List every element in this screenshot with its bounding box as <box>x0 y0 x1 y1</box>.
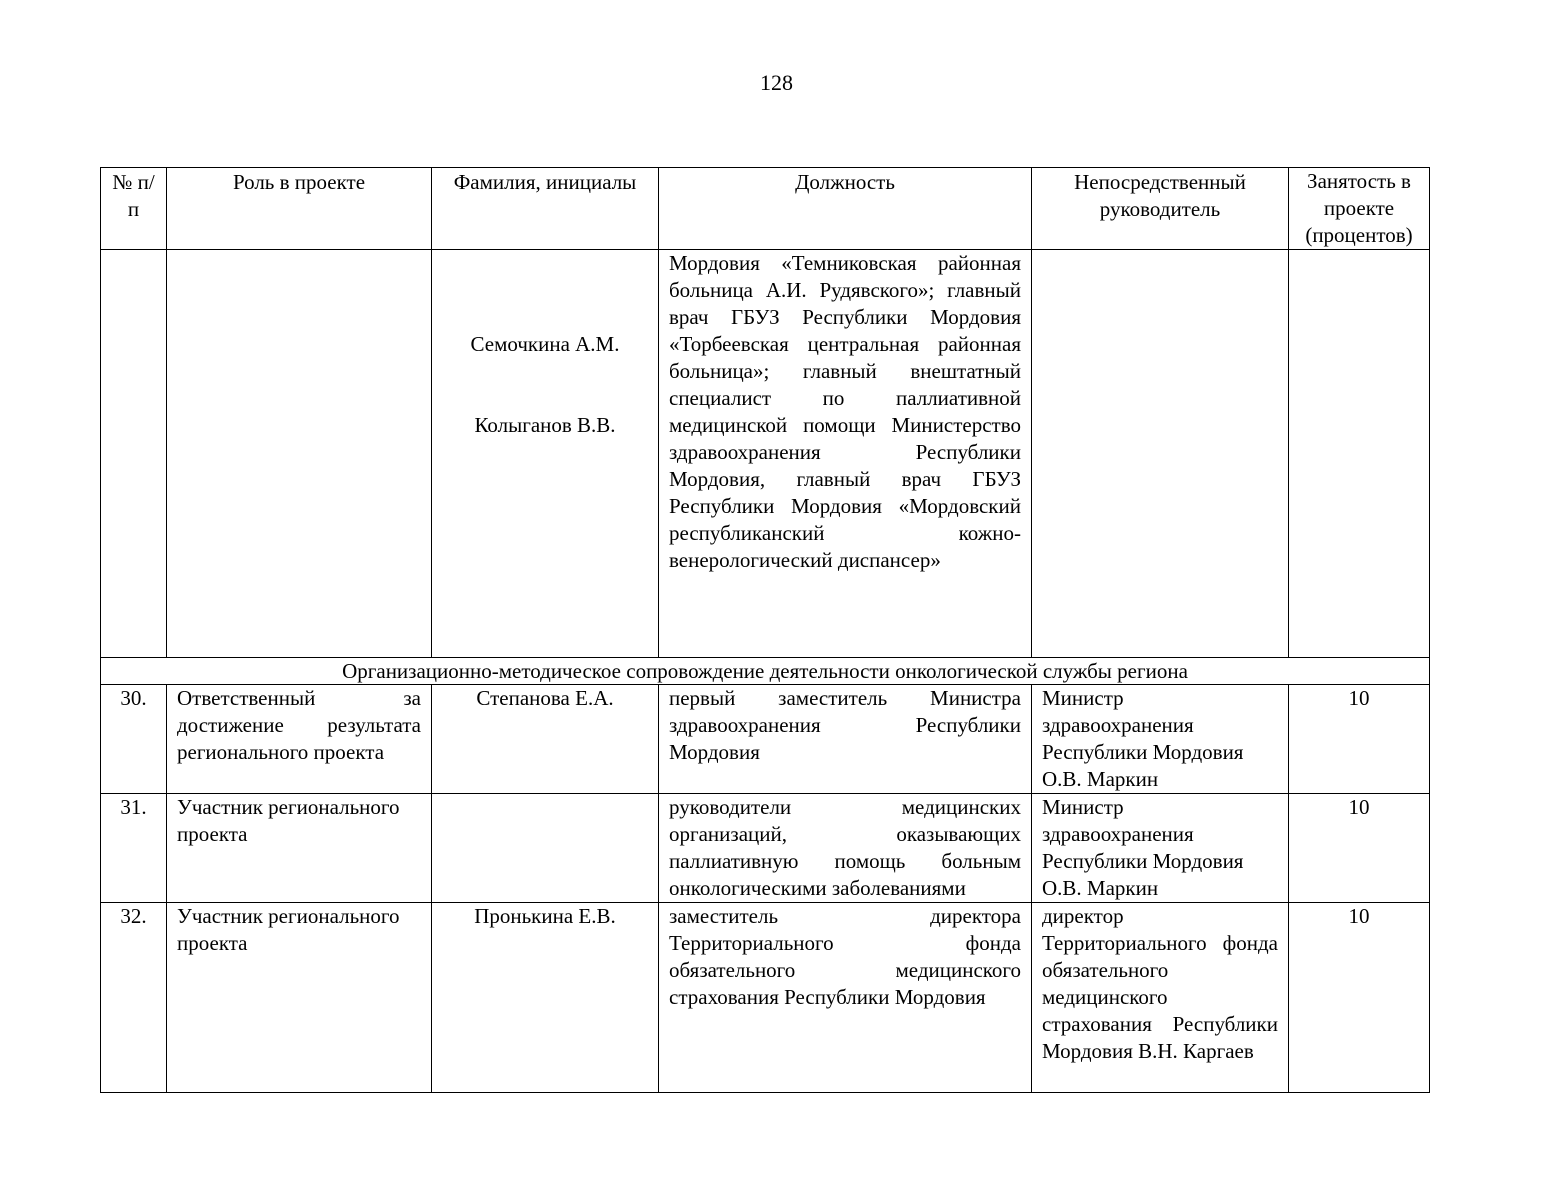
header-supervisor: Непосредственный руководитель <box>1032 168 1289 250</box>
cell-position: Мордовия «Темниковская районная больница А.И. Рудявского»; главный врач ГБУЗ Республики Мордовия «Торбеевская центральная районная больница»; главный внештатный специалист по паллиативной медицинской помощи Министерство здравоохранения Республики Мордовия, главный врач ГБУЗ Республики Мордовия «Мордовский республиканский кожно-венерологический диспансер» <box>659 250 1032 658</box>
section-header-row <box>101 658 1430 685</box>
table-header-row <box>101 168 1430 250</box>
cell-occupancy: 10 <box>1289 685 1430 794</box>
header-num: № п/п <box>101 168 167 250</box>
header-name: Фамилия, инициалы <box>432 168 659 250</box>
table-row <box>101 685 1430 794</box>
header-role: Роль в проекте <box>167 168 432 250</box>
name-kolyganov: Колыганов В.В. <box>474 413 616 437</box>
cell-position: руководители медицинских организаций, оказывающих паллиативную помощь больным онкологическими заболеваниями <box>659 794 1032 903</box>
table-row <box>101 903 1430 1093</box>
cell-num: 32. <box>101 903 167 1093</box>
page-number: 128 <box>760 70 793 95</box>
cell-num <box>101 250 167 658</box>
project-team-table <box>100 167 1430 1093</box>
cell-num: 30. <box>101 685 167 794</box>
cell-supervisor: Министр здравоохранения Республики Мордовия О.В. Маркин <box>1032 794 1289 903</box>
cell-num: 31. <box>101 794 167 903</box>
table-row-continuation <box>101 250 1430 658</box>
cell-names <box>432 250 659 658</box>
header-occupancy: Занятость в проекте (процентов) <box>1289 168 1430 250</box>
cell-supervisor <box>1032 250 1289 658</box>
header-position: Должность <box>659 168 1032 250</box>
cell-name: Пронькина Е.В. <box>432 903 659 1093</box>
cell-occupancy: 10 <box>1289 903 1430 1093</box>
cell-name <box>432 794 659 903</box>
section-title: Организационно-методическое сопровождение деятельности онкологической службы региона <box>101 658 1430 685</box>
name-semochkina: Семочкина А.М. <box>470 332 620 356</box>
cell-position: заместитель директора Территориального фонда обязательного медицинского страхования Республики Мордовия <box>659 903 1032 1093</box>
cell-occupancy: 10 <box>1289 794 1430 903</box>
cell-role: Участник регионального проекта <box>167 903 432 1093</box>
cell-role: Участник регионального проекта <box>167 794 432 903</box>
cell-role: Ответственный за достижение результата регионального проекта <box>167 685 432 794</box>
cell-role <box>167 250 432 658</box>
cell-supervisor: директор Территориального фонда обязательного медицинского страхования Республики Мордовия В.Н. Каргаев <box>1032 903 1289 1093</box>
cell-occupancy <box>1289 250 1430 658</box>
cell-supervisor: Министр здравоохранения Республики Мордовия О.В. Маркин <box>1032 685 1289 794</box>
cell-position: первый заместитель Министра здравоохранения Республики Мордовия <box>659 685 1032 794</box>
cell-name: Степанова Е.А. <box>432 685 659 794</box>
table-row <box>101 794 1430 903</box>
